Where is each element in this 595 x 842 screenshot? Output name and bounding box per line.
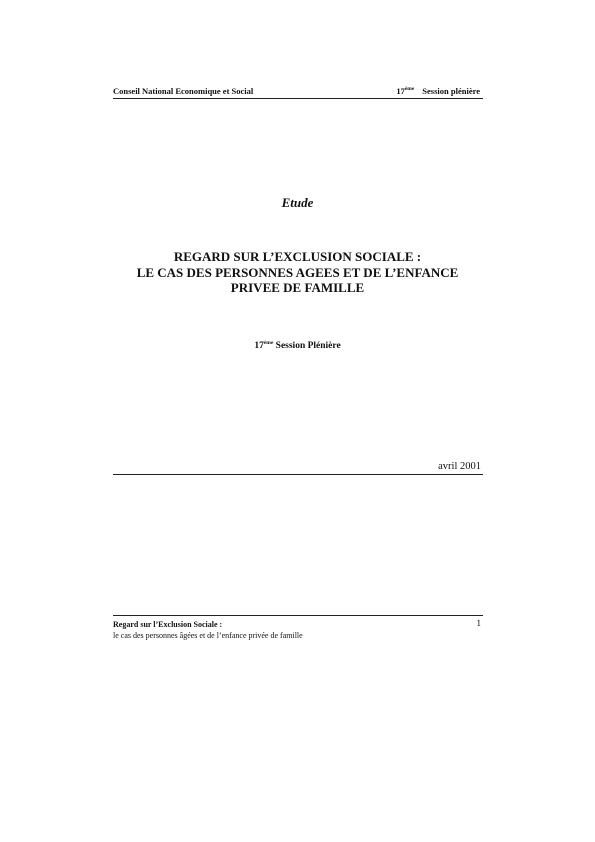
header-session-label: Session plénière (422, 86, 480, 96)
header-session-number: 17 (396, 86, 405, 96)
header-session-suffix: ème (404, 86, 415, 93)
page-header (113, 85, 483, 99)
footer-title: Regard sur l’Exclusion Sociale : (113, 620, 223, 629)
header-organization: Conseil National Economique et Social (113, 86, 254, 96)
page-number: 1 (476, 618, 481, 628)
header-session (396, 86, 480, 96)
session-label (0, 341, 595, 351)
date-rule (113, 461, 483, 475)
footer-subtitle: le cas des personnes âgées et de l’enfance privée de famille (113, 631, 303, 640)
page-footer (113, 615, 483, 641)
session-suffix: ème (263, 339, 274, 346)
document-kind: Etude (281, 195, 314, 210)
title-line: PRIVEE DE FAMILLE (230, 280, 365, 295)
session-number: 17 (254, 341, 264, 351)
document-date: avril 2001 (438, 461, 481, 472)
session-text: Session Plénière (275, 341, 341, 351)
title-line: REGARD SUR L’EXCLUSION SOCIALE : (173, 249, 422, 264)
document-title (100, 249, 495, 296)
title-line: LE CAS DES PERSONNES AGEES ET DE L’ENFANCE (136, 264, 459, 280)
